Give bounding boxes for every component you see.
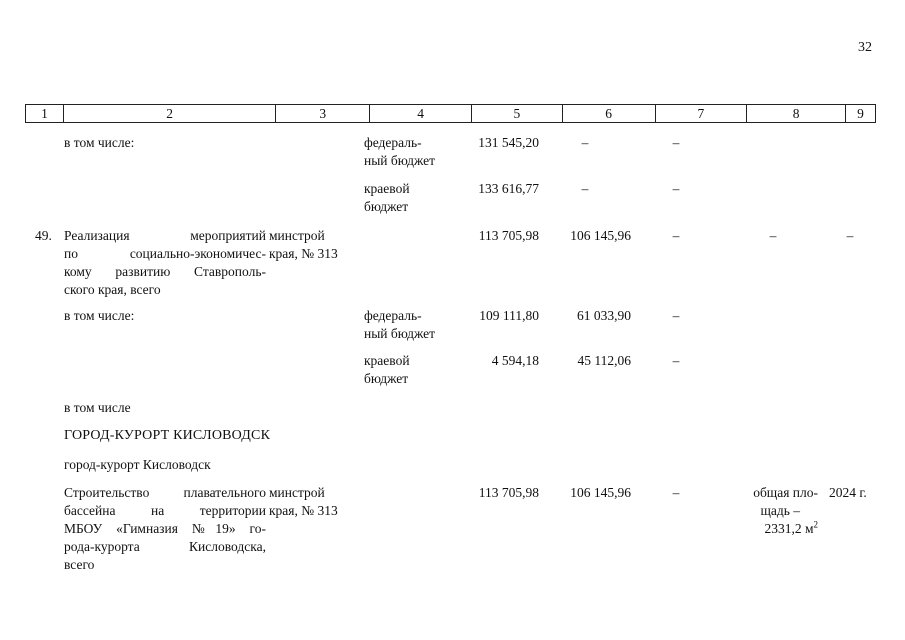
funding-source — [364, 307, 435, 343]
description-line: ского края, всего — [64, 282, 161, 297]
capacity-line: щадь – — [760, 503, 800, 518]
description-line: кому развитию Ставрополь- — [64, 264, 266, 279]
column-number-header — [25, 104, 876, 123]
amount-col5: 4 594,18 — [491, 353, 539, 368]
column-number-9: 9 — [857, 106, 864, 121]
subsection-heading: город-курорт Кисловодск — [64, 457, 211, 472]
executor-line: минстрой — [269, 485, 325, 500]
funding-source-line: краевой — [364, 353, 410, 368]
amount-col7: – — [672, 181, 680, 196]
amount-col7: – — [672, 485, 680, 500]
responsible-executor — [269, 227, 338, 263]
description-line: МБОУ «Гимназия №19» го- — [64, 521, 266, 536]
funding-source — [364, 180, 410, 216]
page-number: 32 — [858, 40, 872, 55]
column-number-6: 6 — [563, 105, 656, 122]
funding-source-line: федераль- — [364, 308, 422, 323]
funding-source-line: краевой — [364, 181, 410, 196]
amount-col5: 113 705,98 — [478, 485, 539, 500]
capacity-line: общая пло- — [753, 485, 818, 500]
section-heading: ГОРОД-КУРОРТ КИСЛОВОДСК — [64, 428, 271, 443]
column-number-8: 8 — [747, 105, 846, 122]
amount-col6: 106 145,96 — [570, 485, 631, 500]
amount-col7: – — [672, 308, 680, 323]
executor-line: края, № 313 — [269, 246, 338, 261]
amount-col9: – — [846, 228, 854, 243]
funding-source-line: бюджет — [364, 371, 409, 386]
description-line: рода-курорта Кисловодска, — [64, 539, 266, 554]
column-number-3: 3 — [276, 105, 370, 122]
object-capacity — [726, 484, 818, 538]
funding-source-line: ный бюджет — [364, 326, 436, 341]
amount-col6: 106 145,96 — [570, 228, 631, 243]
column-number-1: 1 — [26, 105, 64, 122]
activity-description — [64, 227, 266, 299]
column-number-7: 7 — [656, 105, 748, 122]
row-label: в том числе: — [64, 308, 135, 323]
amount-col7: – — [672, 135, 680, 150]
row-number: 49. — [35, 228, 52, 243]
funding-source-line: федераль- — [364, 135, 422, 150]
capacity-line — [726, 520, 818, 538]
funding-source-line: бюджет — [364, 199, 409, 214]
description-line: по социально-экономичес- — [64, 246, 266, 261]
amount-col6: – — [581, 135, 589, 150]
capacity-unit-superscript: 2 — [813, 519, 818, 530]
amount-col7: – — [672, 353, 680, 368]
column-number-5: 5 — [472, 105, 563, 122]
description-line: Строительство плавательного — [64, 485, 266, 500]
amount-col5: 133 616,77 — [478, 181, 539, 196]
completion-year: 2024 г. — [829, 485, 867, 500]
amount-col6: 61 033,90 — [577, 308, 631, 323]
amount-col5: 131 545,20 — [478, 135, 539, 150]
description-line: всего — [64, 557, 95, 572]
column-number-2: 2 — [64, 105, 277, 122]
amount-col6: – — [581, 181, 589, 196]
amount-col8: – — [769, 228, 777, 243]
amount-col6: 45 112,06 — [577, 353, 631, 368]
funding-source — [364, 352, 410, 388]
amount-col5: 113 705,98 — [478, 228, 539, 243]
description-line: бассейна на территории — [64, 503, 266, 518]
executor-line: края, № 313 — [269, 503, 338, 518]
activity-description — [64, 484, 266, 574]
description-line: Реализация мероприятий — [64, 228, 266, 243]
section-label: в том числе — [64, 400, 131, 415]
executor-line: минстрой — [269, 228, 325, 243]
column-number-4: 4 — [370, 105, 472, 122]
funding-source-line: ный бюджет — [364, 153, 436, 168]
funding-source — [364, 134, 435, 170]
responsible-executor — [269, 484, 338, 520]
row-label: в том числе: — [64, 135, 135, 150]
amount-col7: – — [672, 228, 680, 243]
capacity-value: 2331,2 м — [764, 521, 814, 536]
amount-col5: 109 111,80 — [479, 308, 539, 323]
